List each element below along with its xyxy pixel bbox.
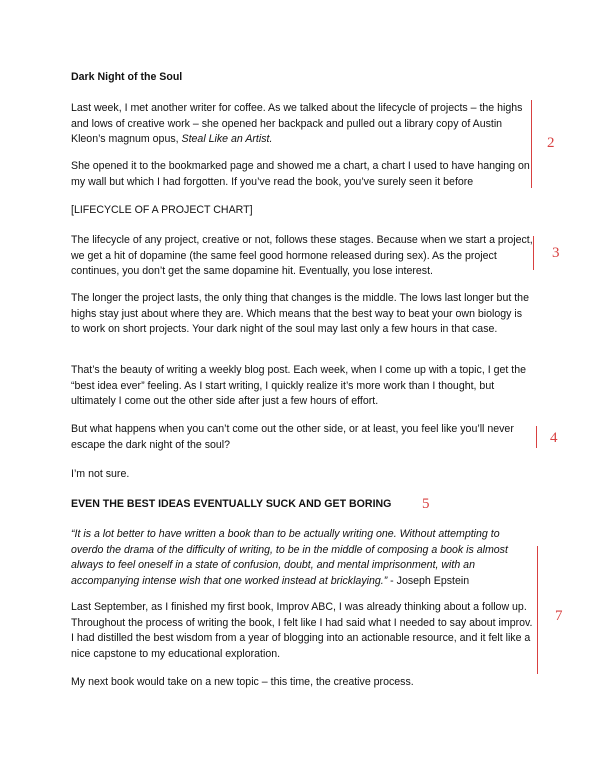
margin-mark-line-2: [531, 100, 532, 188]
paragraph-1: [71, 101, 533, 148]
paragraph-2: She opened it to the bookmarked page and showed me a chart, a chart I used to have hanging on my wall but which I had forgotten. If you’ve read the book, you’ve surely seen it before: [71, 160, 530, 188]
paragraph-1-text: Last week, I met another writer for coffee. As we talked about the lifecycle of projects – the highs and lows of creative work – she opened her backpack and pulled out a library copy of Austin Kleon’s magnum opus,: [71, 102, 523, 145]
margin-number-4: 4: [550, 430, 558, 446]
paragraph-10: My next book would take on a new topic – this time, the creative process.: [71, 676, 414, 688]
margin-number-2: 2: [547, 135, 555, 151]
book-title: Steal Like an Artist.: [181, 133, 273, 145]
epigraph-quote: “It is a lot better to have written a book than to be actually writing one. Without attempting to overdo the drama of the difficulty of writing, to be in the middle of composing a book is almost always to feel oneself in a state of confusion, doubt, and mental imprisonment, with an accompanying intense wish that one worked instead at bricklaying.”: [71, 528, 508, 587]
margin-number-3: 3: [552, 245, 560, 261]
paragraph-7: But what happens when you can’t come out the other side, or at least, you feel like you’ll never escape the dark night of the soul?: [71, 423, 514, 451]
paragraph-9: Last September, as I finished my first book, Improv ABC, I was already thinking about a follow up. Throughout the process of writing the book, I felt like I had said what I needed to say about improv. I had distilled the best wisdom from a year of blogging into an actionable resource, and it felt like a nice capstone to my educational exploration.: [71, 601, 533, 660]
paragraph-6: That’s the beauty of writing a weekly blog post. Each week, when I come up with a topic, I get the “best idea ever” feeling. As I start writing, I quickly realize it’s more work than I thought, but ultimately I come out the other side after just a few hours of effort.: [71, 364, 526, 407]
margin-number-5: 5: [422, 496, 430, 512]
margin-mark-line-7: [537, 546, 538, 674]
section-heading: EVEN THE BEST IDEAS EVENTUALLY SUCK AND GET BORING: [71, 498, 392, 510]
epigraph-author: - Joseph Epstein: [387, 574, 470, 587]
paragraph-4: The lifecycle of any project, creative or not, follows these stages. Because when we start a project, we get a hit of dopamine (the same feel good hormone released during sex). As the project continues, you don’t get the same dopamine hit. Eventually, you lose interest.: [71, 234, 533, 277]
epigraph: [71, 527, 533, 589]
margin-number-7: 7: [555, 608, 563, 624]
document-title: Dark Night of the Soul: [71, 71, 183, 83]
paragraph-5: The longer the project lasts, the only thing that changes is the middle. The lows last longer but the highs stay just about where they are. Which means that the best way to beat your own biology is to work on short projects. Your dark night of the soul may last only a few hours in that case.: [71, 292, 529, 335]
margin-mark-line-4: [536, 426, 537, 448]
chart-placeholder: [LIFECYCLE OF A PROJECT CHART]: [71, 204, 253, 216]
paragraph-8: I’m not sure.: [71, 468, 130, 480]
margin-mark-line-3: [533, 236, 534, 270]
